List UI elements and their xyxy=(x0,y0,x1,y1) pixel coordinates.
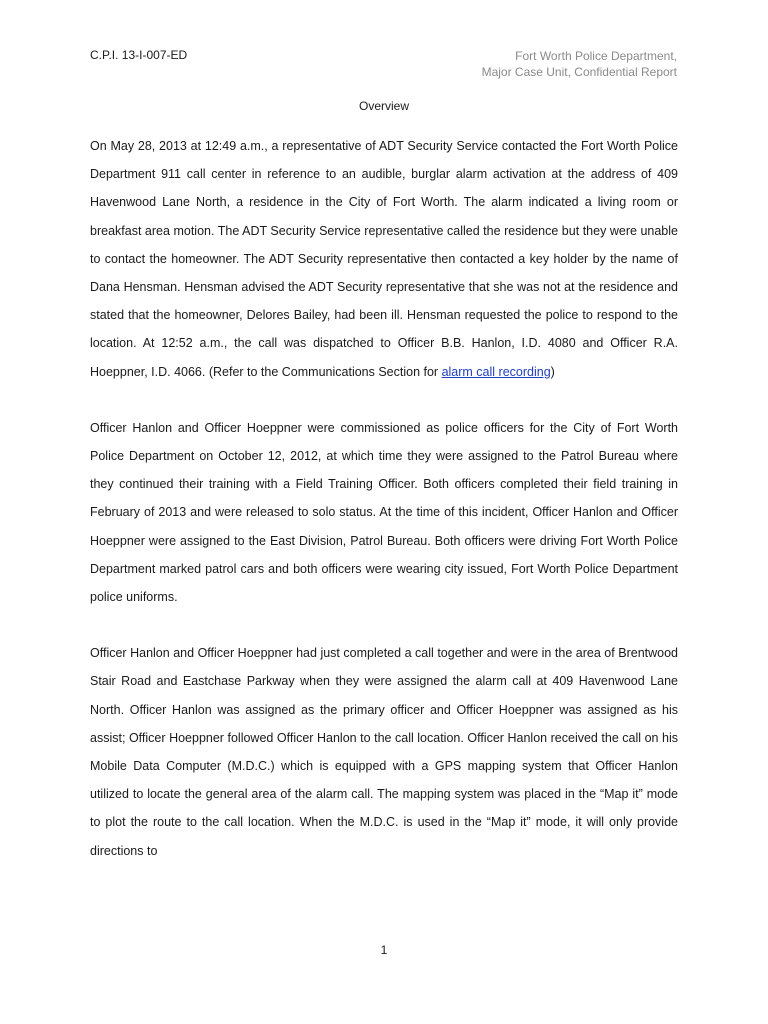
department-line-2: Major Case Unit, Confidential Report xyxy=(481,65,677,79)
paragraph-1-text: On May 28, 2013 at 12:49 a.m., a representative of ADT Security Service contacted the Fort Worth Police Department 911 call center in reference to an audible, burglar alarm activation at the address of 409 Havenwood Lane North, a residence in the City of Fort Worth. The alarm indicated a living room or breakfast area motion. The ADT Security Service representative called the residence but they were unable to contact the homeowner. The ADT Security representative then contacted a key holder by the name of Dana Hensman. Hensman advised the ADT Security representative that she was not at the residence and stated that the homeowner, Delores Bailey, had been ill. Hensman requested the police to respond to the location. At 12:52 a.m., the call was dispatched to Officer B.B. Hanlon, I.D. 4080 and Officer R.A. Hoeppner, I.D. 4066. (Refer to the Communications Section for xyxy=(90,139,678,379)
paragraph-1-end: ) xyxy=(550,364,555,379)
page-number: 1 xyxy=(380,943,388,957)
document-body xyxy=(90,132,678,865)
paragraph-1 xyxy=(90,132,678,386)
report-header xyxy=(482,48,677,80)
paragraph-3: Officer Hanlon and Officer Hoeppner had just completed a call together and were in the area of Brentwood Stair Road and Eastchase Parkway when they were assigned the alarm call at 409 Havenwood Lane North. Officer Hanlon was assigned as the primary officer and Officer Hoeppner was assigned as his assist; Officer Hoeppner followed Officer Hanlon to the call location. Officer Hanlon received the call on his Mobile Data Computer (M.D.C.) which is equipped with a GPS mapping system that Officer Hanlon utilized to locate the general area of the alarm call. The mapping system was placed in the “Map it” mode to plot the route to the call location. When the M.D.C. is used in the “Map it” mode, it will only provide directions to xyxy=(90,646,678,858)
paragraph-2: Officer Hanlon and Officer Hoeppner were commissioned as police officers for the City of Fort Worth Police Department on October 12, 2012, at which time they were assigned to the Patrol Bureau where they continued their training with a Field Training Officer. Both officers completed their field training in February of 2013 and were released to solo status. At the time of this incident, Officer Hanlon and Officer Hoeppner were assigned to the East Division, Patrol Bureau. Both officers were driving Fort Worth Police Department marked patrol cars and both officers were wearing city issued, Fort Worth Police Department police uniforms. xyxy=(90,420,678,605)
alarm-call-recording-link[interactable]: alarm call recording xyxy=(441,364,551,379)
section-title: Overview xyxy=(358,99,409,113)
case-number: C.P.I. 13-I-007-ED xyxy=(90,48,188,62)
department-line-1: Fort Worth Police Department, xyxy=(515,49,677,63)
